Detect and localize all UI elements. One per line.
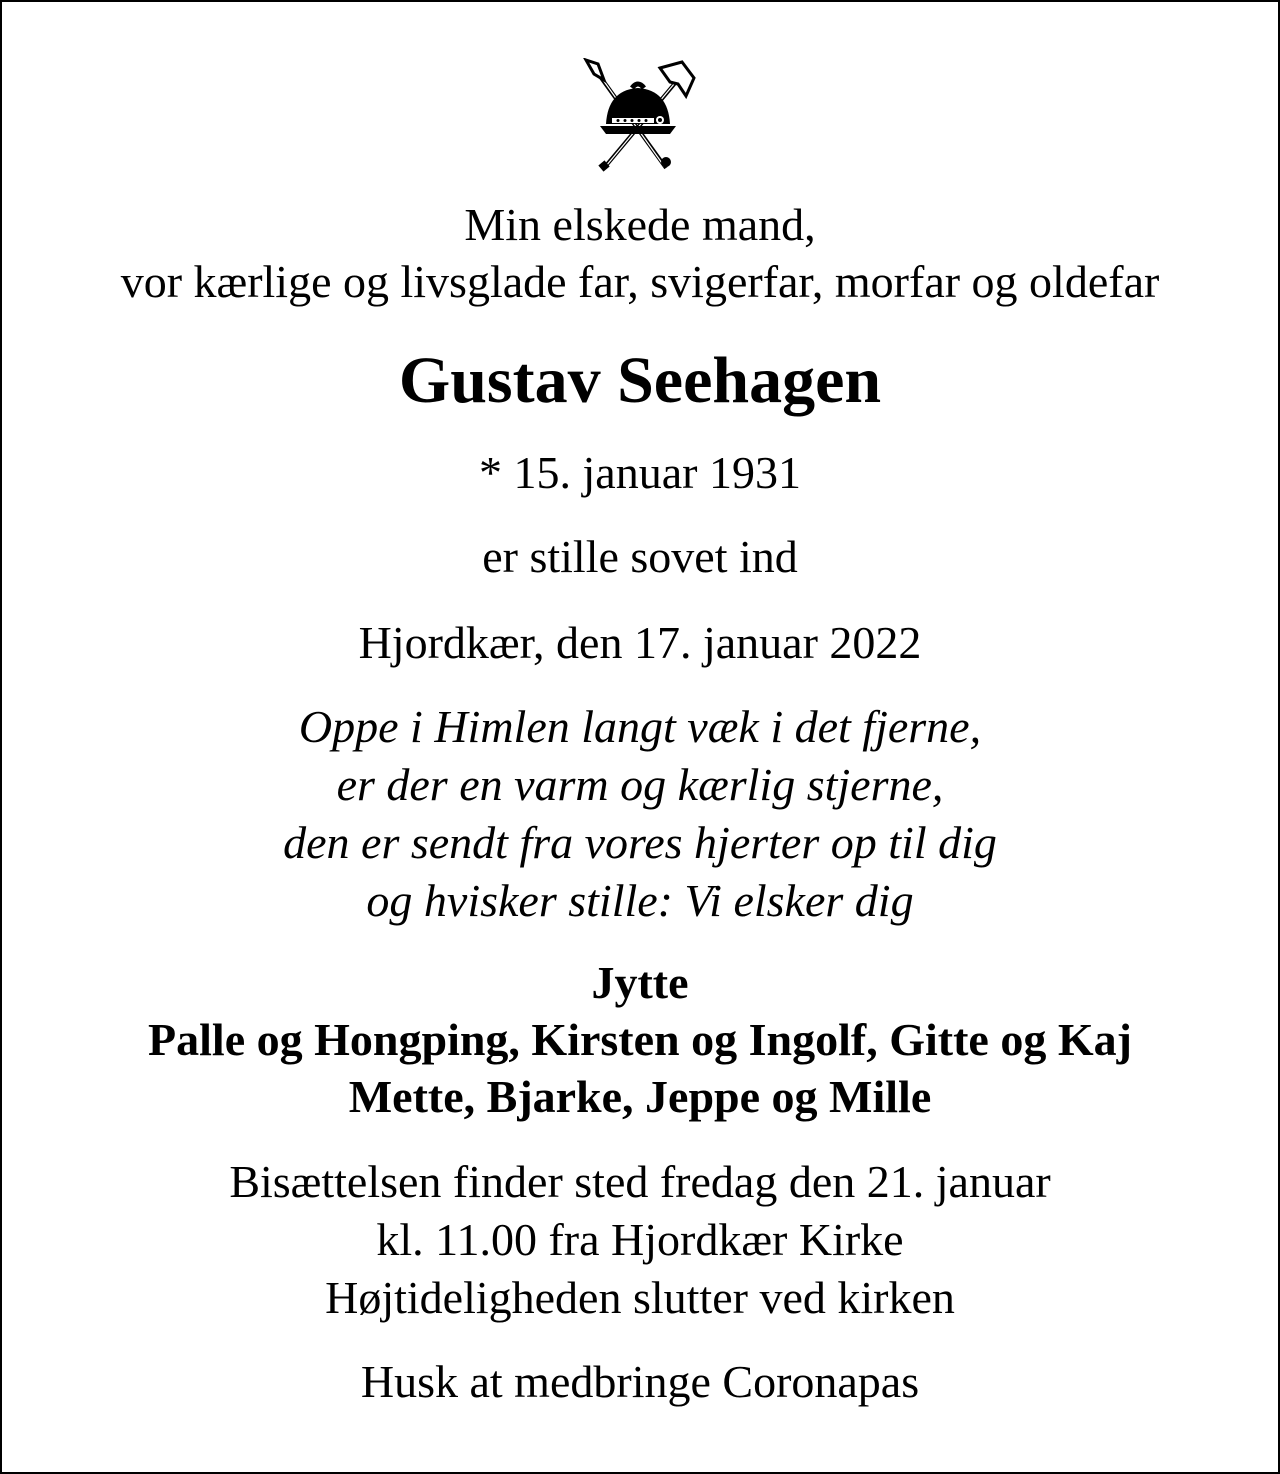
intro-text [0, 196, 1280, 310]
poem-line: og hvisker stille: Vi elsker dig [366, 875, 914, 926]
funeral-line: kl. 11.00 fra Hjordkær Kirke [376, 1214, 904, 1265]
funeral-line: Bisættelsen finder sted fredag den 21. januar [229, 1156, 1051, 1207]
funeral-info [0, 1153, 1280, 1327]
poem [0, 698, 1280, 930]
family-line: Palle og Hongping, Kirsten og Ingolf, Gitte og Kaj [148, 1014, 1132, 1065]
intro-line: vor kærlige og livsglade far, svigerfar, morfar og oldefar [120, 256, 1160, 307]
birth-date: * 15. januar 1931 [479, 447, 801, 498]
funeral-line: Højtideligheden slutter ved kirken [325, 1272, 955, 1323]
poem-line: Oppe i Himlen langt væk i det fjerne, [298, 701, 982, 752]
family-signatures [0, 954, 1280, 1125]
corona-note: Husk at medbringe Coronapas [360, 1356, 920, 1407]
firefighter-helmet-crossed-axes-icon [578, 58, 702, 174]
deceased-name: Gustav Seehagen [398, 344, 882, 417]
death-place-date: Hjordkær, den 17. januar 2022 [358, 617, 922, 668]
intro-line: Min elskede mand, [464, 199, 816, 250]
family-line: Mette, Bjarke, Jeppe og Mille [348, 1071, 932, 1122]
family-line: Jytte [591, 957, 689, 1008]
passed-away-text: er stille sovet ind [482, 531, 798, 582]
poem-line: er der en varm og kærlig stjerne, [336, 759, 944, 810]
poem-line: den er sendt fra vores hjerter op til dig [283, 817, 997, 868]
